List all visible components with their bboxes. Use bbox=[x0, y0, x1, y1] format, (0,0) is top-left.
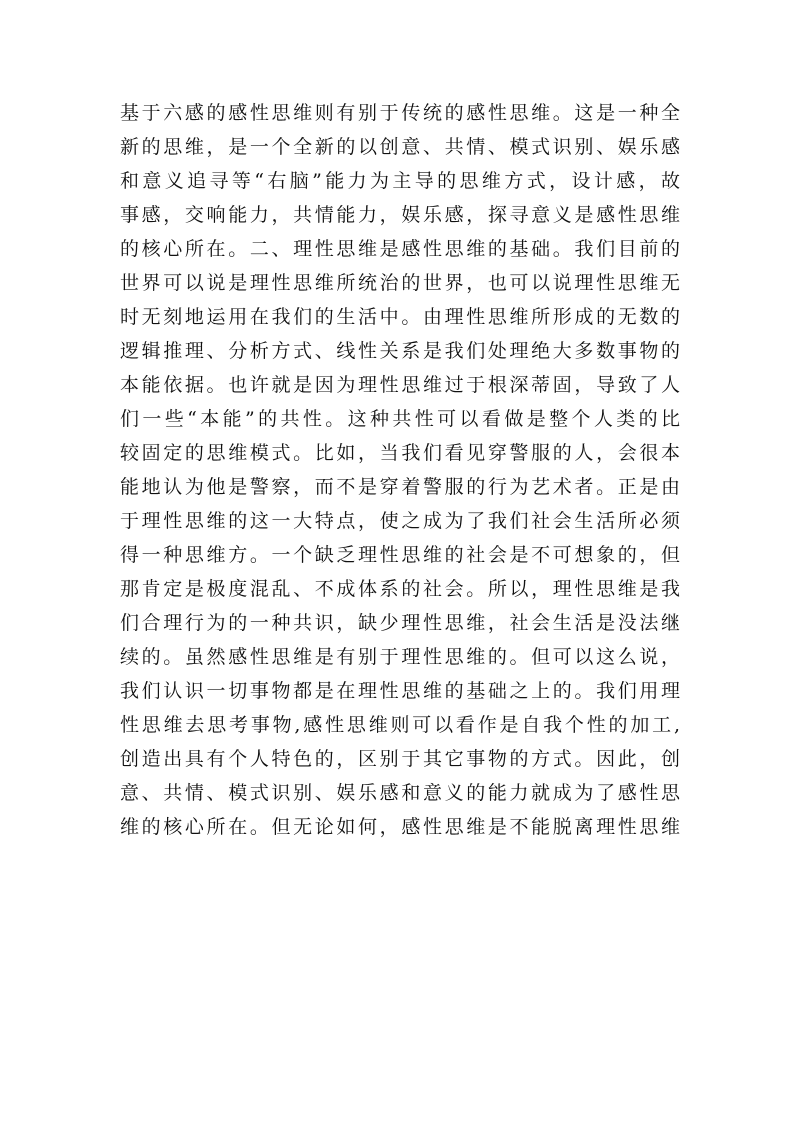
text-line: 意、共情、模式识别、娱乐感和意义的能力就成为了感性思 bbox=[120, 782, 680, 804]
text-line: 的核心所在。二、理性思维是感性思维的基础。我们目前的 bbox=[120, 238, 680, 260]
text-line: 本能依据。也许就是因为理性思维过于根深蒂固，导致了人 bbox=[120, 374, 680, 396]
text-line: 事感，交响能力，共情能力，娱乐感，探寻意义是感性思维 bbox=[120, 204, 680, 226]
text-line: 得一种思维方。一个缺乏理性思维的社会是不可想象的，但 bbox=[120, 544, 680, 566]
body-paragraph bbox=[120, 96, 680, 844]
text-line: 维的核心所在。但无论如何，感性思维是不能脱离理性思维 bbox=[120, 816, 680, 838]
text-line: 们一些“本能”的共性。这种共性可以看做是整个人类的比 bbox=[120, 408, 680, 430]
text-line: 基于六感的感性思维则有别于传统的感性思维。这是一种全 bbox=[120, 102, 680, 124]
text-line: 我们认识一切事物都是在理性思维的基础之上的。我们用理 bbox=[120, 680, 680, 702]
text-line: 时无刻地运用在我们的生活中。由理性思维所形成的无数的 bbox=[120, 306, 680, 328]
text-line: 于理性思维的这一大特点，使之成为了我们社会生活所必须 bbox=[120, 510, 680, 532]
text-line: 们合理行为的一种共识，缺少理性思维，社会生活是没法继 bbox=[120, 612, 680, 634]
text-line: 较固定的思维模式。比如，当我们看见穿警服的人，会很本 bbox=[120, 442, 680, 464]
text-line: 能地认为他是警察，而不是穿着警服的行为艺术者。正是由 bbox=[120, 476, 680, 498]
text-line: 性思维去思考事物,感性思维则可以看作是自我个性的加工, bbox=[120, 714, 680, 736]
text-line: 新的思维，是一个全新的以创意、共情、模式识别、娱乐感 bbox=[120, 136, 680, 158]
text-line: 逻辑推理、分析方式、线性关系是我们处理绝大多数事物的 bbox=[120, 340, 680, 362]
text-line: 世界可以说是理性思维所统治的世界，也可以说理性思维无 bbox=[120, 272, 680, 294]
text-line: 续的。虽然感性思维是有别于理性思维的。但可以这么说， bbox=[120, 646, 680, 668]
text-line: 和意义追寻等“右脑”能力为主导的思维方式，设计感，故 bbox=[120, 170, 680, 192]
text-line: 创造出具有个人特色的，区别于其它事物的方式。因此，创 bbox=[120, 748, 680, 770]
text-line: 那肯定是极度混乱、不成体系的社会。所以，理性思维是我 bbox=[120, 578, 680, 600]
